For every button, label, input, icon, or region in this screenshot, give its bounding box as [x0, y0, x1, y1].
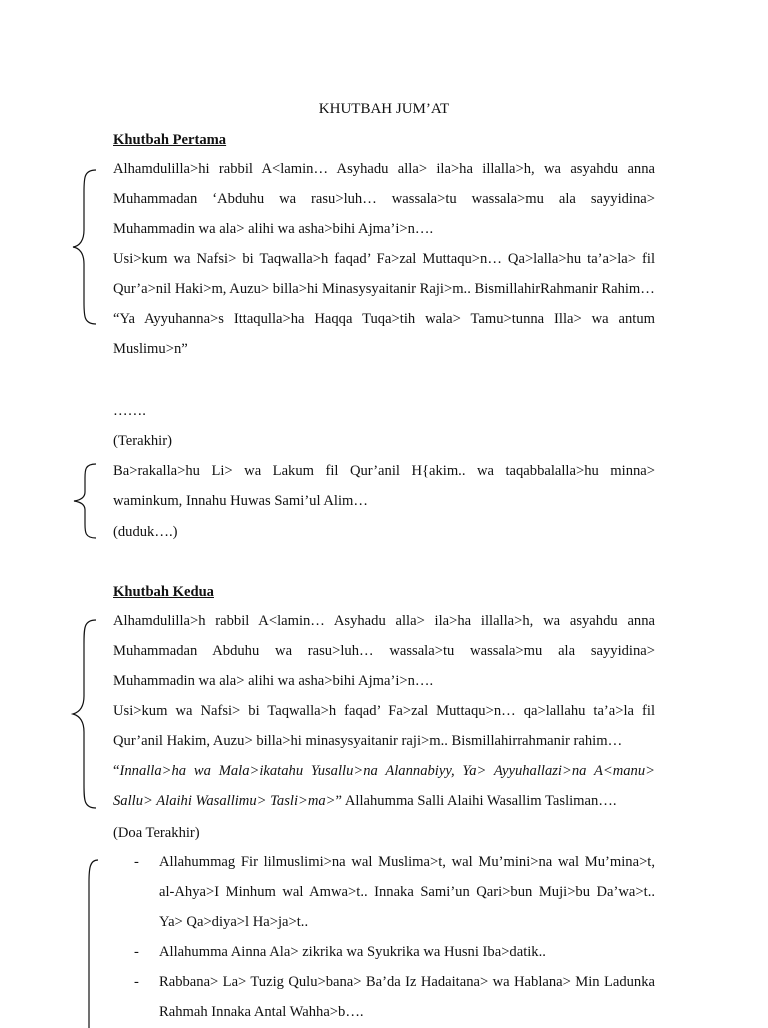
list-dash: -: [134, 944, 139, 960]
sit-note: (duduk….): [113, 524, 178, 540]
doa-item: - Rabbana> La> Tuzig Qulu>bana> Ba’da Iz Hadaitana> wa Hablana> Min Ladunka Rahmah Innaka Antal Wahha>b….: [113, 967, 655, 1027]
second-verse-tail: ” Allahumma Salli Alaihi Wasallim Tasliman….: [335, 793, 617, 809]
doa-item: - Allahumma Ainna Ala> zikrika wa Syukrika wa Husni Iba>datik..: [113, 937, 655, 967]
first-closing-prayer: Ba>rakalla>hu Li> wa Lakum fil Qur’anil H{akim.. wa taqabbalalla>hu minna> waminkum, Innahu Huwas Sami’ul Alim…: [113, 463, 655, 509]
page-title: KHUTBAH JUM’AT: [318, 101, 450, 117]
first-verse: “Ya Ayyuhanna>s Ittaqulla>ha Haqqa Tuqa>tih wala> Tamu>tunna Illa> wa antum Muslimu>n”: [113, 311, 655, 357]
second-sermon-heading: Khutbah Kedua: [113, 584, 214, 600]
second-verse-italic: Innalla>ha wa Mala>ikatahu Yusallu>na Alannabiyy, Ya> Ayyuhallazi>na A<manu> Sallu> Alaihi Wasallimu> Tasli>ma>: [113, 763, 655, 809]
second-opening-advice: Usi>kum wa Nafsi> bi Taqwalla>h faqad’ Fa>zal Muttaqu>n… qa>lallahu ta’a>la fil Qur’anil Hakim, Auzu> billa>hi minasysyaitanir raji>m.. Bismillahirrahmanir rahim…: [113, 703, 655, 749]
list-dash: -: [134, 854, 139, 870]
doa-list: [113, 847, 655, 1027]
ellipsis-line: …….: [113, 403, 146, 419]
first-closing-text: [113, 456, 655, 516]
doa-item: - Allahummag Fir lilmuslimi>na wal Muslima>t, wal Mu’mini>na wal Mu’mina>t, al-Ahya>I Minhum wal Amwa>t.. Innaka Sami’un Qari>bun Muji>bu Da’wa>t.. Ya> Qa>diya>l Ha>ja>t..: [113, 847, 655, 937]
first-opening-advice: Usi>kum wa Nafsi> bi Taqwalla>h faqad’ Fa>zal Muttaqu>n… Qa>lalla>hu ta’a>la> fil Qur’a>nil Haki>m, Auzu> billa>hi Minasysyaitanir Raji>m.. BismillahirRahmanir Rahim…: [113, 251, 655, 297]
doa-brace-icon: [70, 858, 100, 1028]
opening-brace-icon: [70, 168, 100, 326]
second-opening-brace-icon: [70, 618, 100, 810]
list-dash: -: [134, 974, 139, 990]
first-opening-praise: Alhamdulilla>hi rabbil A<lamin… Asyhadu alla> ila>ha illalla>h, wa asyahdu anna Muhammadan ‘Abduhu wa rasu>luh… wassala>tu wassala>mu ala sayyidina> Muhammadin wa ala> alihi wa asha>bihi Ajma’i>n….: [113, 161, 655, 237]
closing-label: (Terakhir): [113, 433, 172, 449]
second-verse: “Innalla>ha wa Mala>ikatahu Yusallu>na Alannabiyy, Ya> Ayyuhallazi>na A<manu> Sallu> Alaihi Wasallimu> Tasli>ma>” Allahumma Salli Alaihi Wasallim Tasliman….: [113, 763, 655, 809]
second-opening-praise: Alhamdulilla>h rabbil A<lamin… Asyhadu alla> ila>ha illalla>h, wa asyahdu anna Muhammadan Abduhu wa rasu>luh… wassala>tu wassala>mu ala sayyidina> Muhammadin wa ala> alihi wa asha>bihi Ajma’i>n….: [113, 613, 655, 689]
first-sermon-heading: Khutbah Pertama: [113, 132, 227, 148]
second-opening-text: [113, 606, 655, 816]
doa-label: (Doa Terakhir): [113, 825, 200, 841]
closing-brace-icon: [70, 462, 100, 540]
first-opening-text: [113, 154, 655, 364]
